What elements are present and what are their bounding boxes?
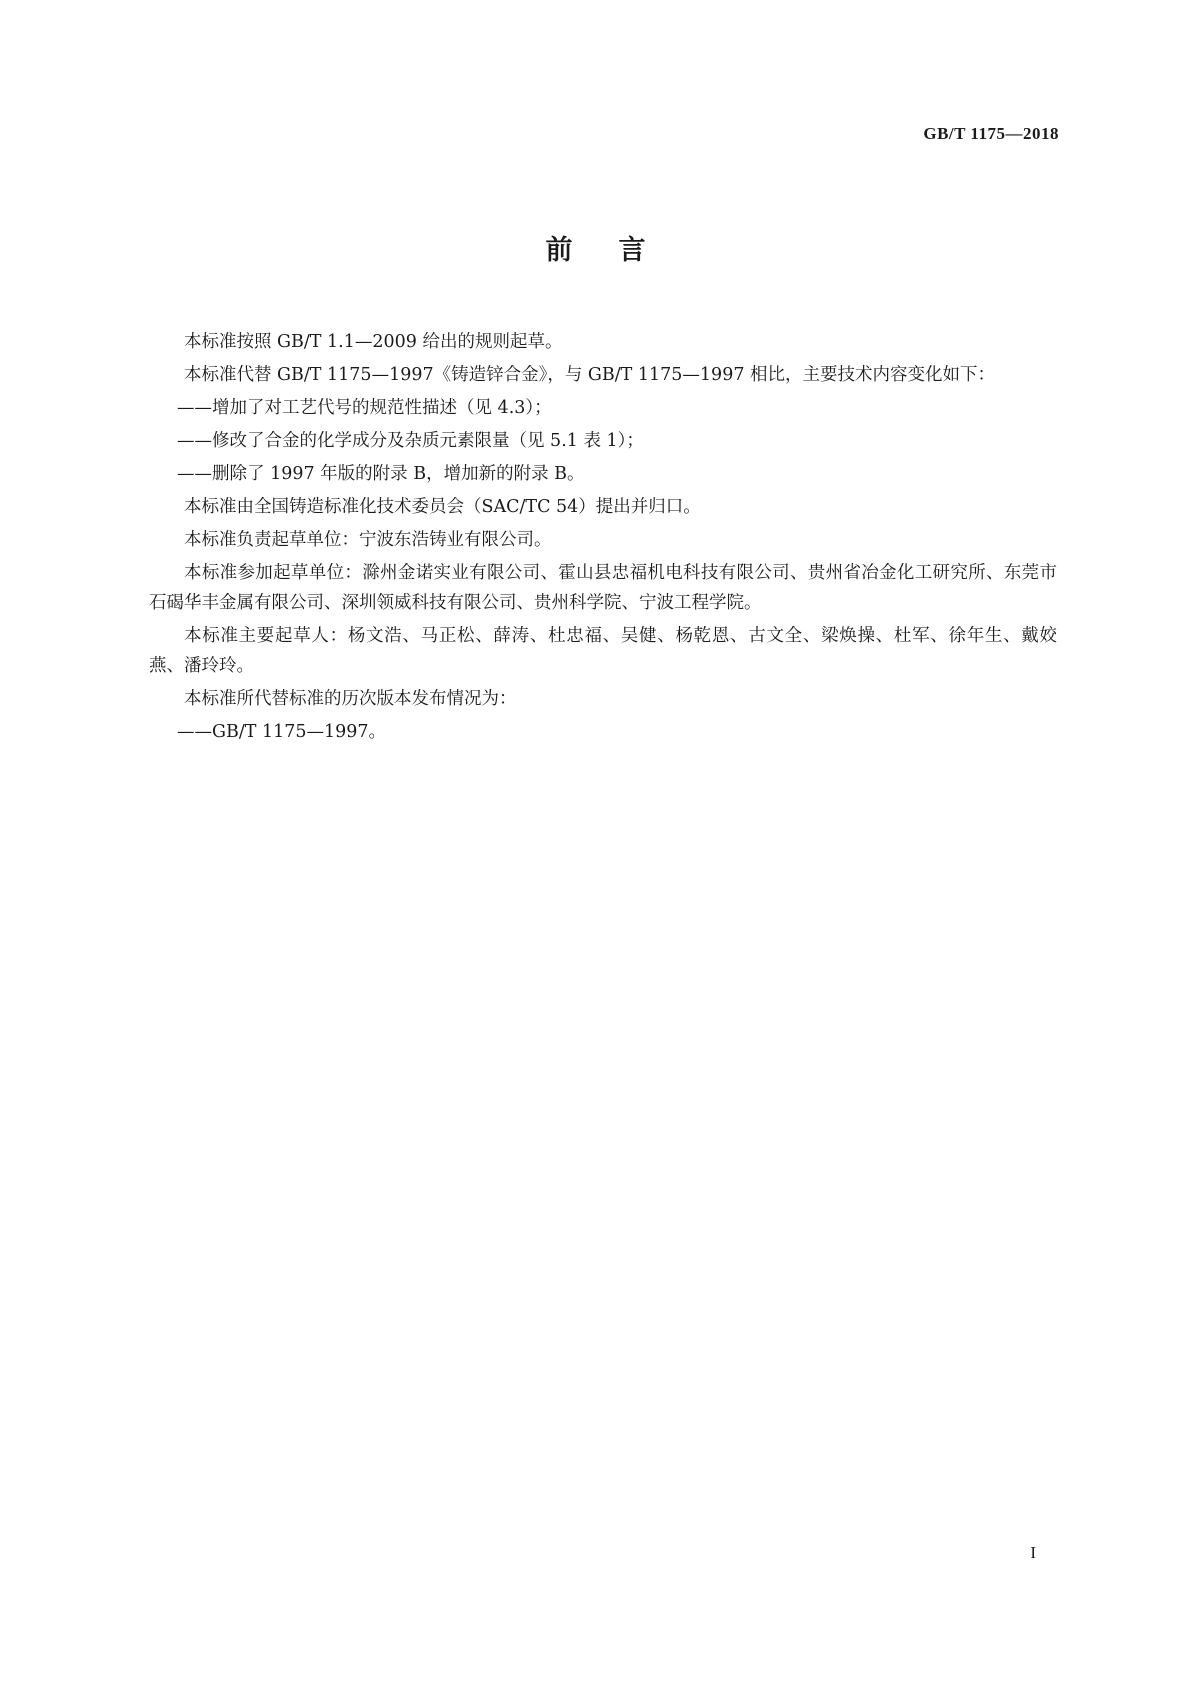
previous-edition-item: ——GB/T 1175—1997。 <box>177 722 387 742</box>
standard-number: GB/T 1175—2018 <box>923 124 1059 143</box>
paragraph-participating-drafters: 本标准参加起草单位：滁州金诺实业有限公司、霍山县忠福机电科技有限公司、贵州省冶金化工研究所、东莞市石碣华丰金属有限公司、深圳领威科技有限公司、贵州科学院、宁波工程学院。 <box>149 563 1057 613</box>
page-title: 前言 <box>545 235 692 266</box>
page-number: I <box>1030 1543 1036 1562</box>
change-item: ——修改了合金的化学成分及杂质元素限量（见 5.1 表 1）； <box>177 431 644 451</box>
paragraph-drafting-rules: 本标准按照 GB/T 1.1—2009 给出的规则起草。 <box>184 332 563 352</box>
change-item: ——删除了 1997 年版的附录 B，增加新的附录 B。 <box>177 464 585 484</box>
paragraph-previous-editions: 本标准所代替标准的历次版本发布情况为： <box>184 689 517 709</box>
change-item: ——增加了对工艺代号的规范性描述（见 4.3）； <box>177 398 552 418</box>
paragraph-proposed-by: 本标准由全国铸造标准化技术委员会（SAC/TC 54）提出并归口。 <box>184 497 701 517</box>
paragraph-responsible-drafter: 本标准负责起草单位：宁波东浩铸业有限公司。 <box>184 530 552 550</box>
foreword-body <box>149 327 1057 750</box>
paragraph-main-drafters: 本标准主要起草人：杨文浩、马正松、薛涛、杜忠福、吴健、杨乾恩、古文全、梁焕操、杜军、徐年生、戴姣燕、潘玲玲。 <box>149 626 1057 676</box>
paragraph-replaces: 本标准代替 GB/T 1175—1997《铸造锌合金》，与 GB/T 1175—1997 相比，主要技术内容变化如下： <box>184 365 996 385</box>
